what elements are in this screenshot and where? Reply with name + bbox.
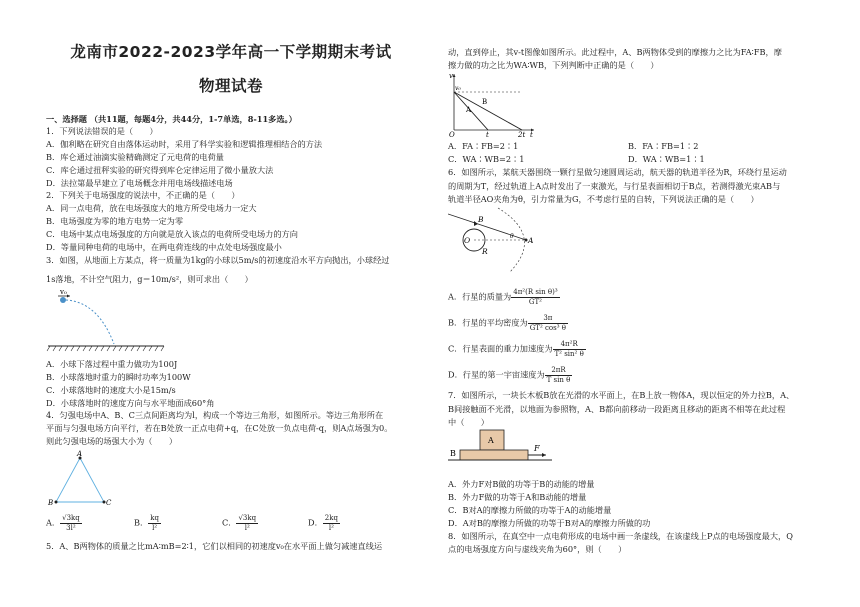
theta-label: θ <box>510 233 514 240</box>
q6-option-c: C．行星表面的重力加速度为 $\frac{\text{4π²R}}{\text{T² sin² θ}}$ <box>448 340 584 358</box>
trajectory-path <box>66 300 114 344</box>
q1-option-b: B．库仑通过油滴实验精确测定了元电荷的电荷量 <box>46 152 224 162</box>
q4-stem-line3: 则此匀强电场的场强大小为（ ） <box>46 436 178 446</box>
q5-vt-graph <box>448 70 538 138</box>
section-heading: 一、选择题 （共11题，每题4分，共44分，1-7单选，8-11多选。） <box>46 114 297 124</box>
point-a-label: A <box>528 236 534 245</box>
q6-stem-line2: 的周期为T，经过轨道上A点时发出了一束激光，与行星表面相切于B点，若测得激光束AB与 <box>448 181 781 191</box>
ground-hatch <box>47 346 164 351</box>
q1-option-a: A．伽利略在研究自由落体运动时，采用了科学实验和逻辑推理相结合的方法 <box>46 139 323 149</box>
q3-option-a: A．小球下落过程中重力做功为100J <box>46 359 178 369</box>
q7-block-figure <box>448 428 558 472</box>
q3-projectile-figure <box>46 288 176 356</box>
q6-option-d: D．行星的第一宇宙速度为 $\frac{2\pi R}{\text{T sin θ}}$ <box>448 366 571 384</box>
q7-option-c: C．B对A的摩擦力所做的功等于A的动能增量 <box>448 505 612 515</box>
q6-option-a: A．行星的质量为 $\frac{\text{4π²(R sin θ)³}}{\text{GT²}}$ <box>448 288 558 306</box>
q6-stem-line3: 轨道半径AO夹角为θ，引力常量为G，不考虑行星的自转，下列说法正确的是（ ） <box>448 194 759 204</box>
q7-option-a: A．外力F对B做的功等于B的动能的增量 <box>448 479 595 489</box>
q2-option-a: A．同一点电荷，放在电场强度大的地方所受电场力一定大 <box>46 203 257 213</box>
q4-stem-line1: 4．匀强电场中A、B、C三点间距离均为l，构成一个等边三角形，如图所示。等边三角形所在 <box>46 410 384 420</box>
point-c-label: C <box>106 499 112 507</box>
radius-r-label: R <box>482 247 488 256</box>
q4-option-a: A． $\frac{√3kq}{\text{3l²}}$ <box>46 514 80 532</box>
q5-stem-line2: 动，直到停止，其v-t图像如图所示。此过程中，A、B两物体受到的摩擦力之比为FA∶FB，摩 <box>448 47 782 57</box>
q2-option-d: D．等量同种电荷的电场中，在两电荷连线的中点处电场强度最小 <box>46 242 282 252</box>
q5-options-row1 <box>448 140 808 152</box>
laser-beam <box>448 214 526 240</box>
point-b-label: B <box>478 215 484 224</box>
q7-stem-line1: 7．如图所示，一块长木板B放在光滑的水平面上，在B上放一物体A，现以恒定的外力拉B，A、 <box>448 390 795 400</box>
ball-icon <box>60 297 66 303</box>
q2-option-c: C．电场中某点电场强度的方向就是放入该点的电荷所受电场力的方向 <box>46 229 298 239</box>
q7-option-b: B．外力F做的功等于A和B动能的增量 <box>448 492 587 502</box>
q4-option-c: C． $\frac{√3kq}{\text{l²}}$ <box>222 514 257 532</box>
block-a-label: A <box>488 436 494 445</box>
point-a-label: A <box>77 450 83 458</box>
q2-stem: 2．下列关于电场强度的说法中，不正确的是（ ） <box>46 190 240 200</box>
q5-stem-line1: 5．A、B两物体的质量之比mA∶mB=2∶1，它们以相同的初速度v₀在水平面上做匀减速直线运 <box>46 541 383 551</box>
q6-option-b: B．行星的平均密度为 $\frac{3\pi}{\text{GT² cos³ θ}}$ <box>448 314 566 332</box>
q7-option-d: D．A对B的摩擦力所做的功等于B对A的摩擦力所做的功 <box>448 518 651 528</box>
origin-label: O <box>449 131 455 138</box>
q3-stem-line2: 1s落地，不计空气阻力，g＝10m/s²，则可求出（ ） <box>46 274 253 284</box>
t-axis-label: t <box>530 131 533 138</box>
q4-triangle-figure <box>46 450 126 512</box>
q1-option-d: D．法拉第最早建立了电场概念并用电场线描述电场 <box>46 178 233 188</box>
q6-orbit-figure <box>448 206 548 274</box>
v0-label: v₀ <box>60 288 67 296</box>
q5-option-b: B．FA∶FB=1∶2 <box>628 141 699 151</box>
q7-stem-line3: 中（ ） <box>448 417 489 427</box>
q3-option-c: C．小球落地时的速度大小是15m/s <box>46 385 176 395</box>
q6-stem-line1: 6．如图所示，某航天器围绕一颗行星做匀速圆周运动，航天器的轨道半径为R，环绕行星运动 <box>448 167 787 177</box>
exam-subtitle: 物理试卷 <box>198 77 263 95</box>
q3-stem-line1: 3．如图，从地面上方某点，将一质量为1kg的小球以5m/s的初速度沿水平方向抛出，小球经过 <box>46 255 390 265</box>
q3-option-d: D．小球落地时的速度方向与水平地面成60°角 <box>46 398 215 408</box>
v-axis-label: v <box>449 72 453 80</box>
q5-stem-line3: 擦力做的功之比为WA∶WB，下列判断中正确的是（ ） <box>448 60 659 70</box>
v0-label: v₀ <box>455 85 461 92</box>
line-a-label: A <box>466 106 472 114</box>
q4-option-d: D． $\frac{2kq}{\text{l²}}$ <box>308 514 338 532</box>
q8-stem-line2: 点的电场强度方向与虚线夹角为60°，则（ ） <box>448 544 627 554</box>
line-b-label: B <box>482 98 488 106</box>
point-b-label: B <box>48 499 54 507</box>
q8-stem-line1: 8．如图所示，在真空中一点电荷形成的电场中画一条虚线，在该虚线上P点的电场强度最大，Q <box>448 531 793 541</box>
q5-options-row2 <box>448 153 808 165</box>
q5-option-a: A．FA∶FB=2∶1 <box>448 141 519 151</box>
triangle-abc <box>56 458 104 502</box>
force-f-label: F <box>534 444 540 453</box>
exam-title: 龙南市2022-2023学年高一下学期期末考试 <box>70 43 392 61</box>
q4-stem-line2: 平面与匀强电场方向平行，若在B处放一正点电荷+q，在C处放一负点电荷-q，则A点场强为0。 <box>46 423 393 433</box>
q2-option-b: B．电场强度为零的地方电势一定为零 <box>46 216 184 226</box>
q5-option-d: D．WA∶WB=1∶1 <box>628 154 705 164</box>
q3-option-b: B．小球落地时重力的瞬时功率为100W <box>46 372 191 382</box>
point-o-label: O <box>464 236 471 245</box>
tick-2t-label: 2t <box>518 131 526 138</box>
q7-stem-line2: B间接触面不光滑，以地面为参照物，A、B都向前移动一段距离且移动的距离不相等在此过程 <box>448 404 786 414</box>
q4-option-b: B． $\frac{kq}{\text{l²}}$ <box>134 514 159 532</box>
line-b <box>454 92 522 130</box>
board-b-label: B <box>450 449 456 458</box>
q1-stem: 1．下列说法错误的是（ ） <box>46 126 158 136</box>
q5-option-c: C．WA∶WB=2∶1 <box>448 154 525 164</box>
tick-t-label: t <box>486 131 489 138</box>
board-b <box>460 450 528 460</box>
q1-option-c: C．库仑通过扭秤实验的研究得到库仑定律运用了微小量放大法 <box>46 165 274 175</box>
